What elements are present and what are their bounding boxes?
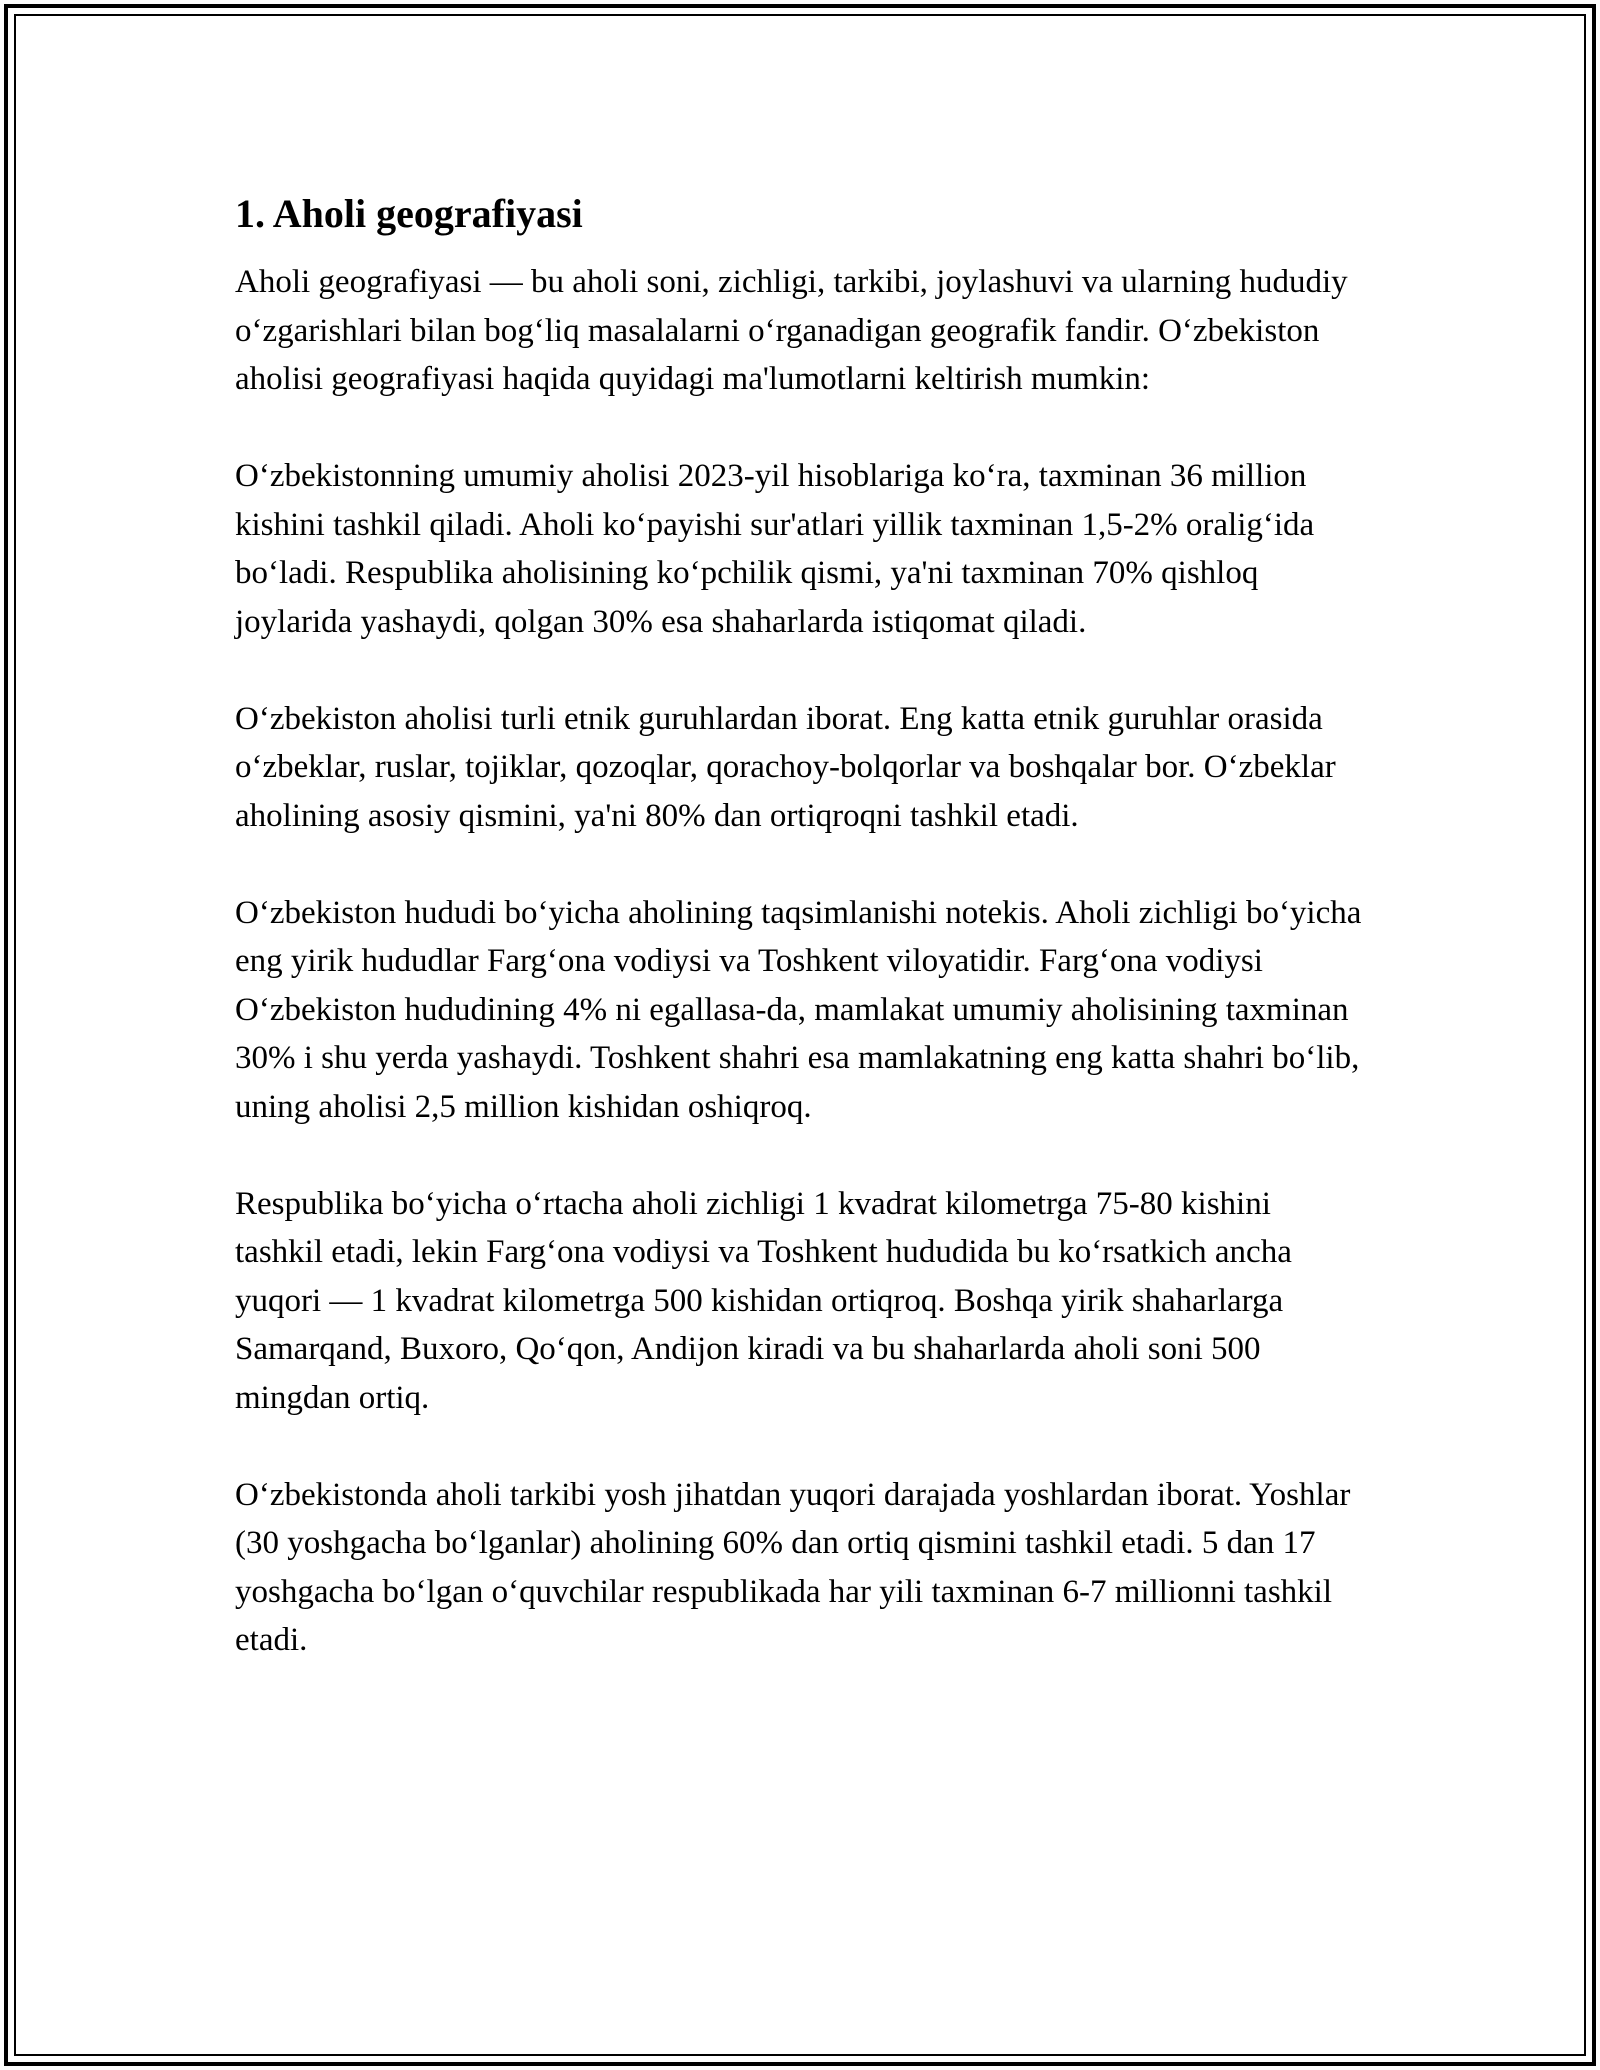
paragraph-age-structure: O‘zbekistonda aholi tarkibi yosh jihatdan yuqori darajada yoshlardan iborat. Yoshlar (30 yoshgacha bo‘lganlar) aholining 60% dan ortiq qismini tashkil etadi. 5 dan 17 yoshgacha bo‘lgan o‘quvchilar respublikada har yili taxminan 6-7 millionni tashkil etadi. <box>235 1476 1351 1658</box>
document-body <box>235 188 1365 1665</box>
paragraph-density: Respublika bo‘yicha o‘rtacha aholi zichligi 1 kvadrat kilometrga 75-80 kishini tashkil etadi, lekin Farg‘ona vodiysi va Toshkent hududida bu ko‘rsatkich ancha yuqori — 1 kvadrat kilometrga 500 kishidan ortiqroq. Boshqa yirik shaharlarga Samarqand, Buxoro, Qo‘qon, Andijon kiradi va bu shaharlarda aholi soni 500 mingdan ortiq. <box>235 1185 1292 1416</box>
paragraph-ethnic-groups: O‘zbekiston aholisi turli etnik guruhlardan iborat. Eng katta etnik guruhlar orasida o‘zbeklar, ruslar, tojiklar, qozoqlar, qorachoy-bolqorlar va boshqalar bor. O‘zbeklar aholining asosiy qismini, ya'ni 80% dan ortiqroqni tashkil etadi. <box>235 700 1336 834</box>
paragraph-distribution: O‘zbekiston hududi bo‘yicha aholining taqsimlanishi notekis. Aholi zichligi bo‘yicha eng yirik hududlar Farg‘ona vodiysi va Toshkent viloyatidir. Farg‘ona vodiysi O‘zbekiston hududining 4% ni egallasa-da, mamlakat umumiy aholisining taxminan 30% i shu yerda yashaydi. Toshkent shahri esa mamlakatning eng katta shahri bo‘lib, uning aholisi 2,5 million kishidan oshiqroq. <box>235 894 1362 1125</box>
section-title: 1. Aholi geografiyasi <box>235 191 583 236</box>
paragraph-population: O‘zbekistonning umumiy aholisi 2023-yil hisoblariga ko‘ra, taxminan 36 million kishini tashkil qiladi. Aholi ko‘payishi sur'atlari yillik taxminan 1,5-2% oralig‘ida bo‘ladi. Respublika aholisining ko‘pchilik qismi, ya'ni taxminan 70% qishloq joylarida yashaydi, qolgan 30% esa shaharlarda istiqomat qiladi. <box>235 458 1315 640</box>
paragraph-intro: Aholi geografiyasi — bu aholi soni, zichligi, tarkibi, joylashuvi va ularning hududiy o‘zgarishlari bilan bog‘liq masalalarni o‘rganadigan geografik fandir. O‘zbekiston aholisi geografiyasi haqida quyidagi ma'lumotlarni keltirish mumkin: <box>235 264 1348 397</box>
